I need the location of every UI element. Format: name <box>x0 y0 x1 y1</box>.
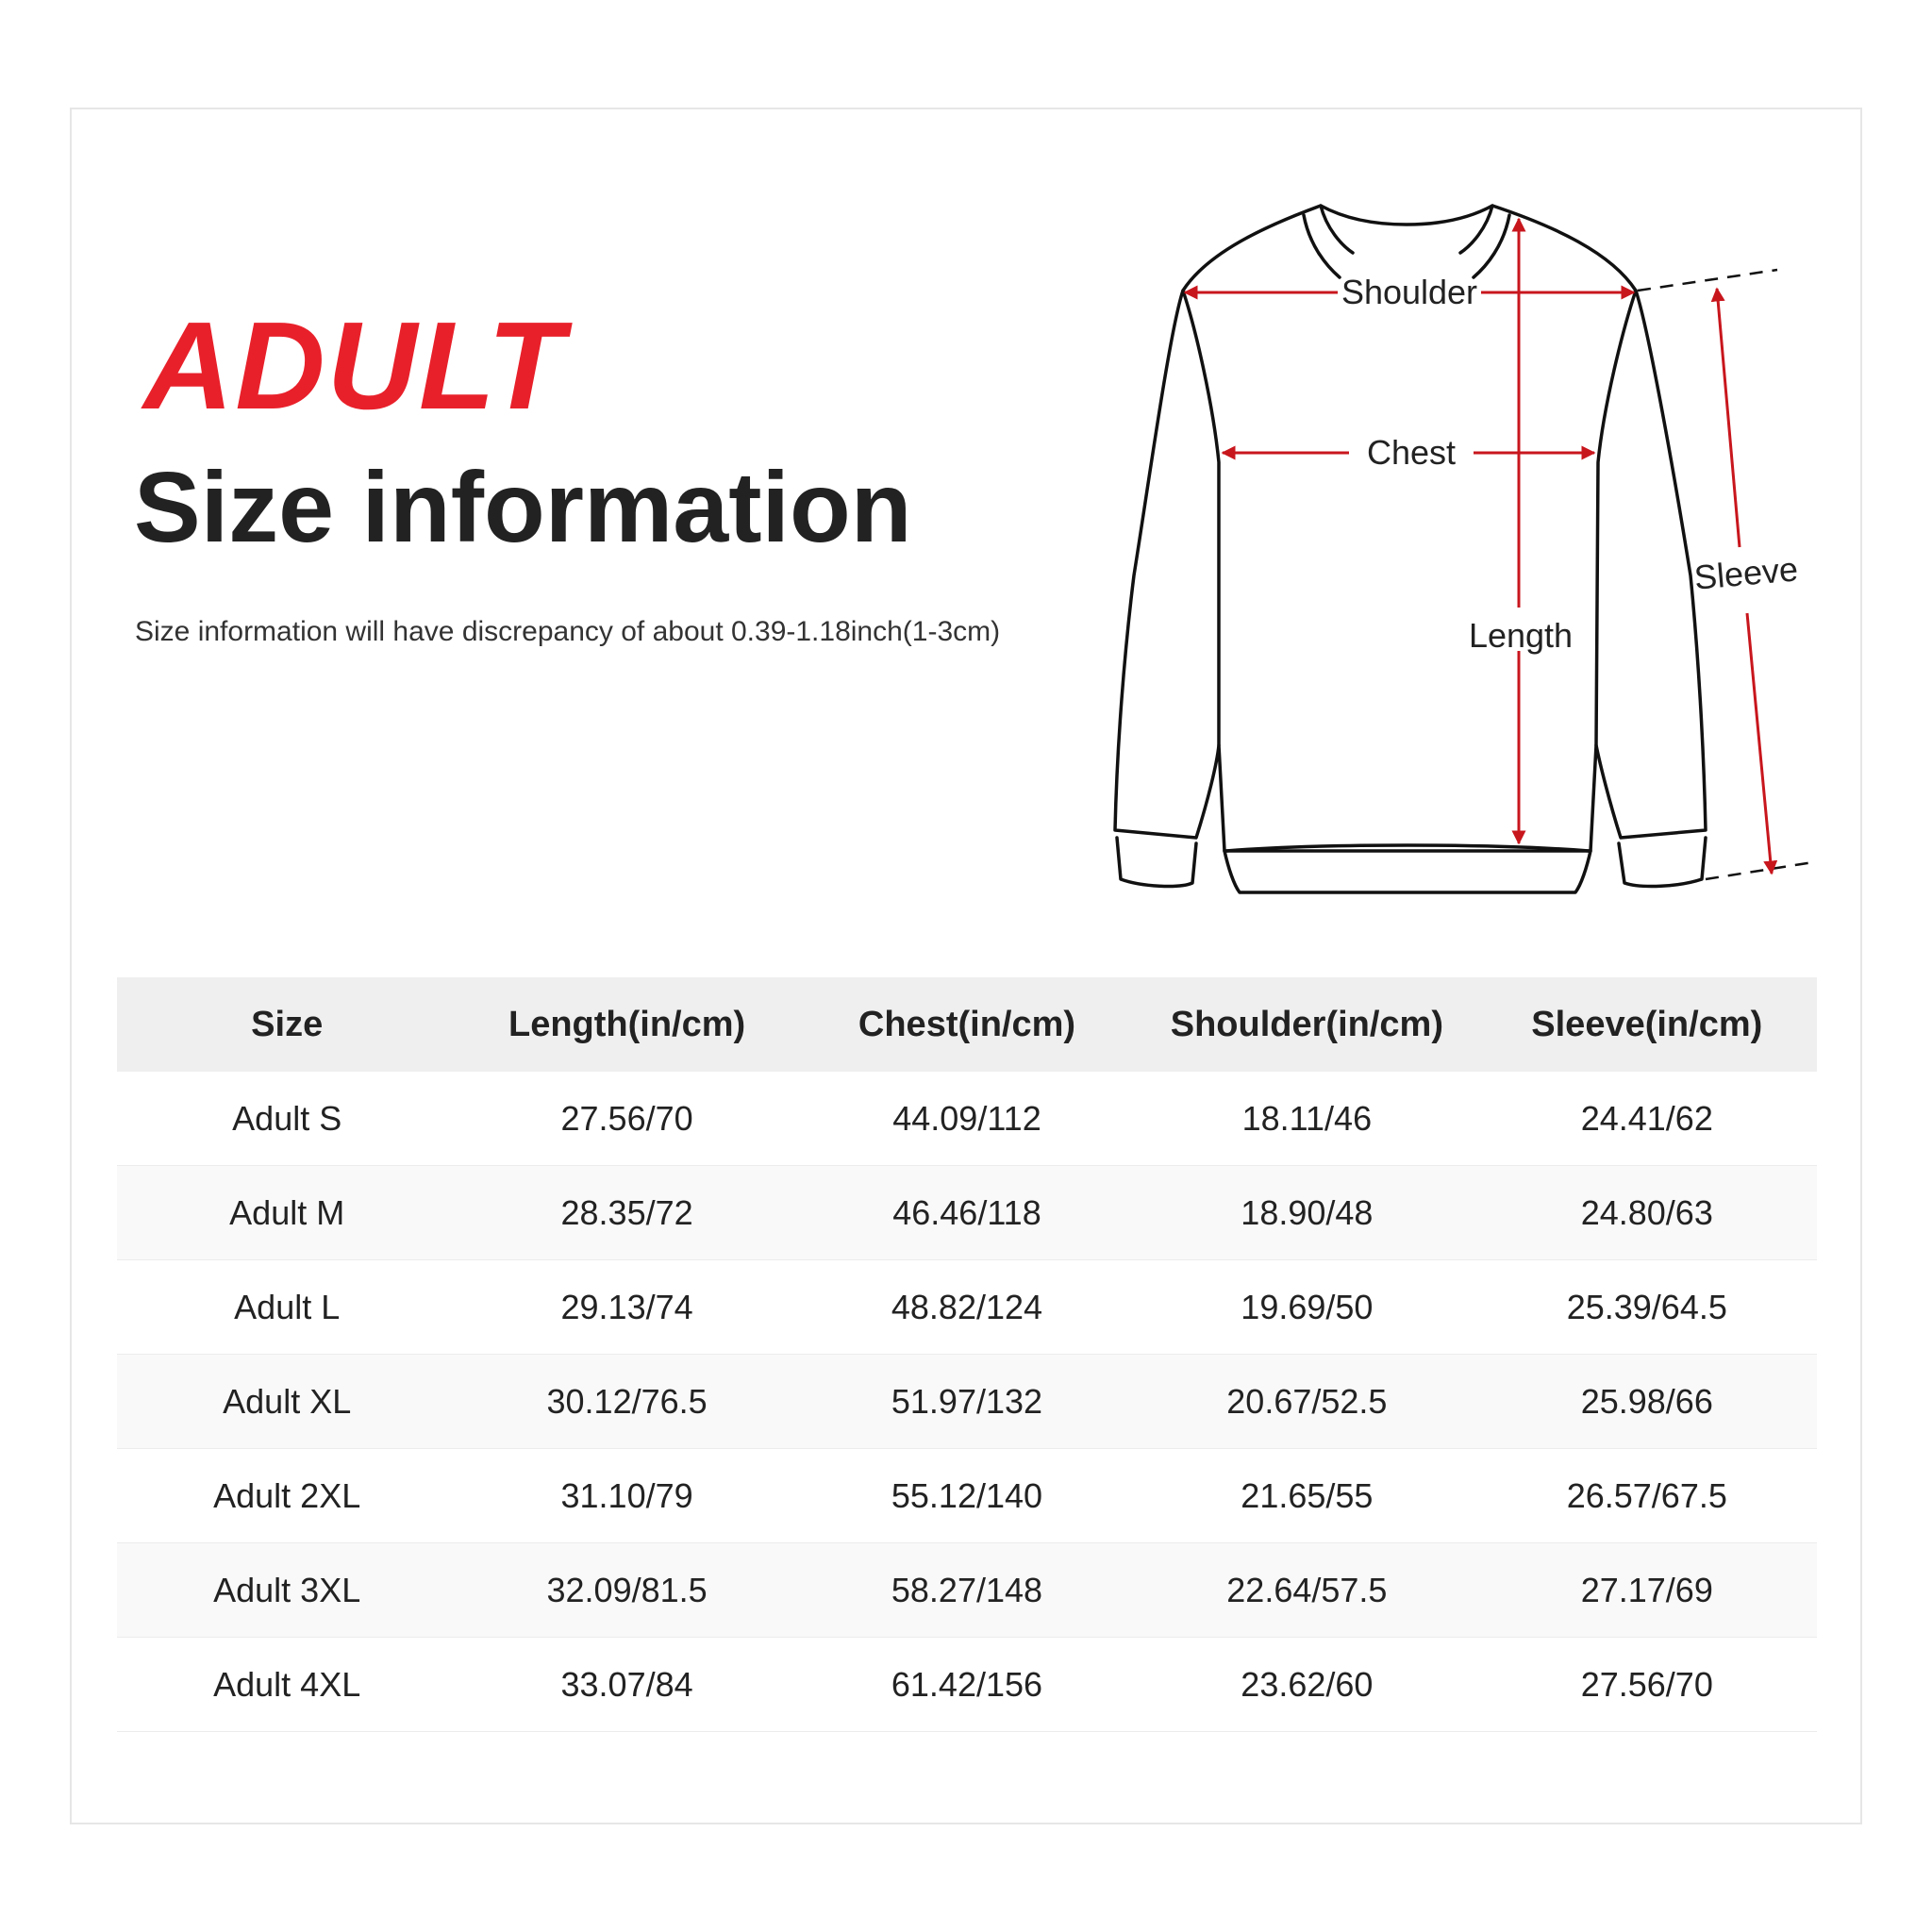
header-sleeve: Sleeve(in/cm) <box>1477 977 1817 1072</box>
cell-shoulder: 23.62/60 <box>1137 1638 1476 1732</box>
table-row <box>117 1166 1817 1260</box>
cell-chest: 58.27/148 <box>797 1543 1137 1638</box>
left-cuff <box>1117 838 1196 886</box>
cell-size: Adult S <box>117 1072 457 1166</box>
cell-length: 28.35/72 <box>457 1166 796 1260</box>
header-chest: Chest(in/cm) <box>797 977 1137 1072</box>
right-cuff <box>1619 838 1706 886</box>
hem-band <box>1224 851 1591 892</box>
chest-label: Chest <box>1366 433 1457 472</box>
sleeve-arrow-up <box>1717 289 1740 547</box>
cell-sleeve: 25.98/66 <box>1477 1355 1817 1449</box>
cell-size: Adult 4XL <box>117 1638 457 1732</box>
cell-chest: 55.12/140 <box>797 1449 1137 1543</box>
cell-chest: 51.97/132 <box>797 1355 1137 1449</box>
cell-chest: 48.82/124 <box>797 1260 1137 1355</box>
sleeve-arrow-down <box>1747 613 1772 874</box>
cell-chest: 46.46/118 <box>797 1166 1137 1260</box>
cell-shoulder: 20.67/52.5 <box>1137 1355 1476 1449</box>
header-length: Length(in/cm) <box>457 977 796 1072</box>
cell-length: 30.12/76.5 <box>457 1355 796 1449</box>
cell-sleeve: 26.57/67.5 <box>1477 1449 1817 1543</box>
cell-shoulder: 21.65/55 <box>1137 1449 1476 1543</box>
cell-length: 27.56/70 <box>457 1072 796 1166</box>
collar-rib-right <box>1474 215 1509 277</box>
cell-sleeve: 24.41/62 <box>1477 1072 1817 1166</box>
sweatshirt-diagram <box>1075 179 1830 915</box>
header-shoulder: Shoulder(in/cm) <box>1137 977 1476 1072</box>
cell-length: 29.13/74 <box>457 1260 796 1355</box>
measurement-arrows <box>1185 219 1772 874</box>
cell-chest: 61.42/156 <box>797 1638 1137 1732</box>
right-armhole-seam <box>1596 291 1636 745</box>
cell-sleeve: 25.39/64.5 <box>1477 1260 1817 1355</box>
cell-length: 33.07/84 <box>457 1638 796 1732</box>
cell-length: 31.10/79 <box>457 1449 796 1543</box>
header-size: Size <box>117 977 457 1072</box>
cell-sleeve: 27.17/69 <box>1477 1543 1817 1638</box>
cell-shoulder: 19.69/50 <box>1137 1260 1476 1355</box>
cell-chest: 44.09/112 <box>797 1072 1137 1166</box>
sleeve-guide-bottom <box>1706 862 1813 879</box>
table-row <box>117 1072 1817 1166</box>
left-armhole-seam <box>1183 291 1219 745</box>
table-row <box>117 1355 1817 1449</box>
page-title: ADULT <box>143 296 566 435</box>
cell-shoulder: 22.64/57.5 <box>1137 1543 1476 1638</box>
cell-length: 32.09/81.5 <box>457 1543 796 1638</box>
cell-size: Adult 2XL <box>117 1449 457 1543</box>
cell-shoulder: 18.90/48 <box>1137 1166 1476 1260</box>
shoulder-label: Shoulder <box>1341 273 1478 311</box>
table-row <box>117 1260 1817 1355</box>
table-row <box>117 1449 1817 1543</box>
cell-size: Adult 3XL <box>117 1543 457 1638</box>
table-row <box>117 1543 1817 1638</box>
cell-shoulder: 18.11/46 <box>1137 1072 1476 1166</box>
sleeve-label: Sleeve <box>1692 549 1800 597</box>
cell-size: Adult L <box>117 1260 457 1355</box>
page-subtitle: Size information <box>134 452 912 563</box>
size-table <box>117 977 1817 1732</box>
collar-rib-left <box>1304 215 1340 277</box>
table-row <box>117 1638 1817 1732</box>
sleeve-guide-top <box>1638 270 1777 291</box>
size-table-header <box>117 977 1817 1072</box>
cell-size: Adult XL <box>117 1355 457 1449</box>
cell-sleeve: 24.80/63 <box>1477 1166 1817 1260</box>
discrepancy-note: Size information will have discrepancy of about 0.39-1.18inch(1-3cm) <box>135 616 1001 647</box>
cell-sleeve: 27.56/70 <box>1477 1638 1817 1732</box>
cell-size: Adult M <box>117 1166 457 1260</box>
length-label: Length <box>1468 616 1574 655</box>
